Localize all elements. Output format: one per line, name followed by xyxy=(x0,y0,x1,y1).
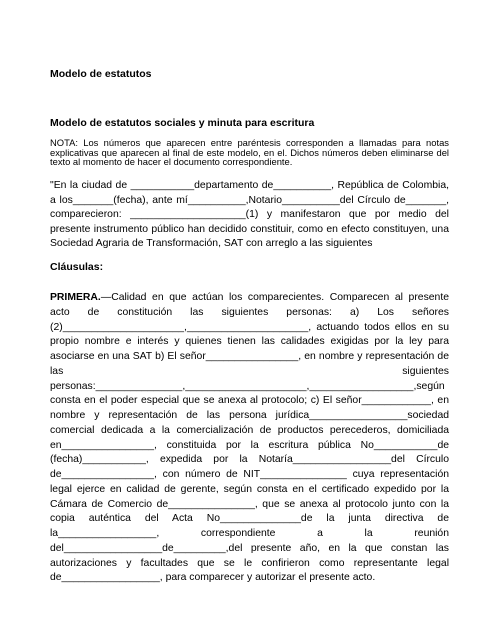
document-heading: Modelo de estatutos xyxy=(50,68,152,80)
explanatory-note: NOTA: Los números que aparecen entre paréntesis corresponden a llamadas para notas explicativas que aparecen al final de este modelo, en el. Dichos números deben eliminarse del texto al momento de hacer el documento correspondiente. xyxy=(50,137,449,167)
first-clause-body: —Calidad en que actúan los comparecientes. Comparecen al presente acto de constitución las siguientes personas: a) Los señores (2)_____________________,_____________________, actuando todos ellos en su propio nombre e interés y quienes tienen las calidades exigidas por la ley para asociarse en una SAT b) El señor________________, en nombre y representación de las siguientes personas:_______________,_____________________,__________________,según consta en el poder especial que se anexa al protocolo; c) El señor____________, en nombre y representación de las persona jurídica_________________sociedad comercial dedicada a la comercialización de productos perecederos, domiciliada en________________, constituida por la escritura pública No___________de (fecha)___________, expedida por la Notaría_________________del Círculo de________________, con número de NIT_______________ cuya representación legal ejerce en calidad de gerente, según consta en el certificado expedido por la Cámara de Comercio de_______________, que se anexa al protocolo junto con la copia auténtica del Acta No______________de la junta directiva de la_________________, correspondiente a la reunión del_________________de_________,del presente año, en la que constan las autorizaciones y facultades que se le confirieron como representante legal de_________________, para comparecer y autorizar el presente acto. xyxy=(50,292,449,584)
first-clause-paragraph xyxy=(50,291,449,586)
first-clause-lead: PRIMERA. xyxy=(50,292,101,303)
document-subheading: Modelo de estatutos sociales y minuta para escritura xyxy=(50,117,315,129)
intro-paragraph: "En la ciudad de ___________departamento de__________, República de Colombia, a los_______(fecha), ante mí__________,Notario__________del Círculo de_______, comparecieron: ____________________(1) y manifestaron que por medio del presente instrumento público han decidido constituir, como en efecto constituyen, una Sociedad Agraria de Transformación, SAT con arreglo a las siguientes xyxy=(50,180,449,250)
clauses-heading: Cláusulas: xyxy=(50,261,104,273)
